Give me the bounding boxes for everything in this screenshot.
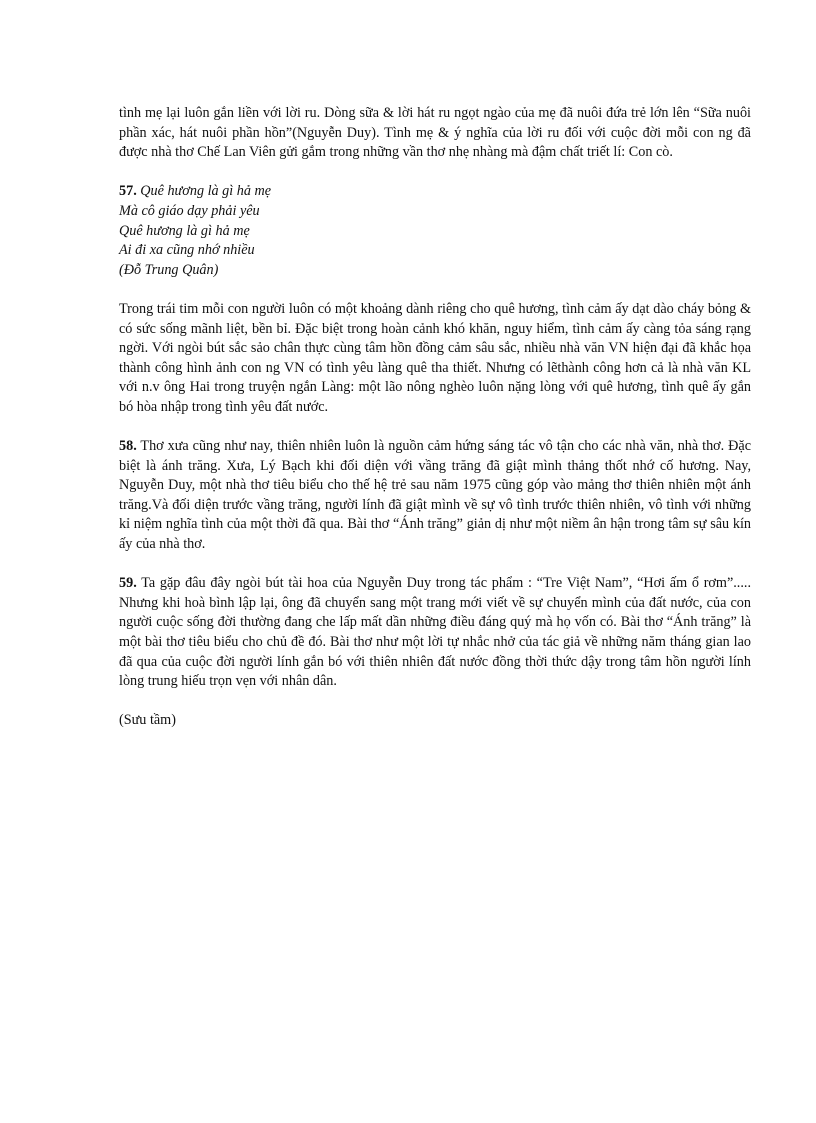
section-57-paragraph: Trong trái tim mỗi con người luôn có một khoảng dành riêng cho quê hương, tình cảm ấy dạt dào cháy bỏng & có sức sống mãnh liệt, bền bỉ. Đặc biệt trong hoàn cảnh khó khăn, nguy hiểm, tình cảm ấy càng tỏa sáng rạng ngời. Với ngòi bút sắc sảo chân thực cùng tâm hồn đồng cảm sâu sắc, nhiều nhà văn VN hiện đại đã khắc họa thành công hình ảnh con ng VN có tình yêu làng quê tha thiết. Nhưng có lẽthành công hơn cả là nhà văn KL với n.v ông Hai trong truyện ngắn Làng: một lão nông nghèo luôn nặng lòng với quê hương, tình quê ấy gắn bó hòa nhập trong tình yêu đất nước. — [119, 300, 751, 415]
section-58-text: Thơ xưa cũng như nay, thiên nhiên luôn là nguồn cảm hứng sáng tác vô tận cho các nhà văn, nhà thơ. Đặc biệt là ánh trăng. Xưa, Lý Bạch khi đối diện với vầng trăng đã giật mình thảng thốt nhớ cố hương. Nay, Nguyễn Duy, một nhà thơ tiêu biểu cho thế hệ trẻ sau năm 1975 cũng góp vào mảng thơ thiên nhiên một ánh trăng.Và đối diện trước vầng trăng, người lính đã giật mình về sự vô tình trước thiên nhiên, vô tình với những kỉ niệm nghĩa tình của một thời đã qua. Bài thơ “Ánh trăng” giản dị như một niềm ân hận trong tâm sự sâu kín ấy của nhà thơ. — [119, 438, 751, 553]
section-number-57: 57. — [119, 183, 137, 200]
section-59-paragraph — [119, 574, 751, 692]
poem-line: Ai đi xa cũng nhớ nhiều — [119, 242, 255, 259]
poem-block — [119, 182, 751, 280]
section-number-59: 59. — [119, 575, 137, 592]
poem-line: Mà cô giáo dạy phải yêu — [119, 202, 260, 219]
section-number-58: 58. — [119, 438, 137, 455]
section-59-text: Ta gặp đâu đây ngòi bút tài hoa của Nguyễn Duy trong tác phẩm : “Tre Việt Nam”, “Hơi ấm ổ rơm”..... Nhưng khi hoà bình lập lại, ông đã chuyển sang một trang mới viết về sự chuyển mình của đất nước, của con người cuộc sống đời thường đang che lấp mất dần những điều đáng quý mà họ vốn có. Bài thơ “Ánh trăng” là một bài thơ tiêu biểu cho chủ đề đó. Bài thơ như một lời tự nhắc nhở của tác giả về những năm tháng gian lao đã qua của cuộc đời người lính gắn bó với thiên nhiên đất nước đồng thời thức dậy trong tâm hồn người lính lòng trung hiếu trọn vẹn với nhân dân. — [119, 575, 751, 690]
section-58-paragraph — [119, 437, 751, 555]
poem-line: Quê hương là gì hả mẹ — [119, 222, 250, 239]
document-page — [119, 104, 751, 731]
source-note: (Sưu tầm) — [119, 712, 176, 729]
poem-author: (Đỗ Trung Quân) — [119, 261, 219, 278]
poem-line — [119, 182, 751, 202]
intro-paragraph: tình mẹ lại luôn gắn liền với lời ru. Dòng sữa & lời hát ru ngọt ngào của mẹ đã nuôi đứa trẻ lớn lên “Sữa nuôi phần xác, hát nuôi phần hồn”(Nguyễn Duy). Tình mẹ & ý nghĩa của lời ru đối với cuộc đời mỗi con ng đã được nhà thơ Chế Lan Viên gửi gắm trong những vần thơ nhẹ nhàng mà đậm chất triết lí: Con cò. — [119, 105, 751, 161]
poem-line-text: Quê hương là gì hả mẹ — [140, 183, 272, 200]
